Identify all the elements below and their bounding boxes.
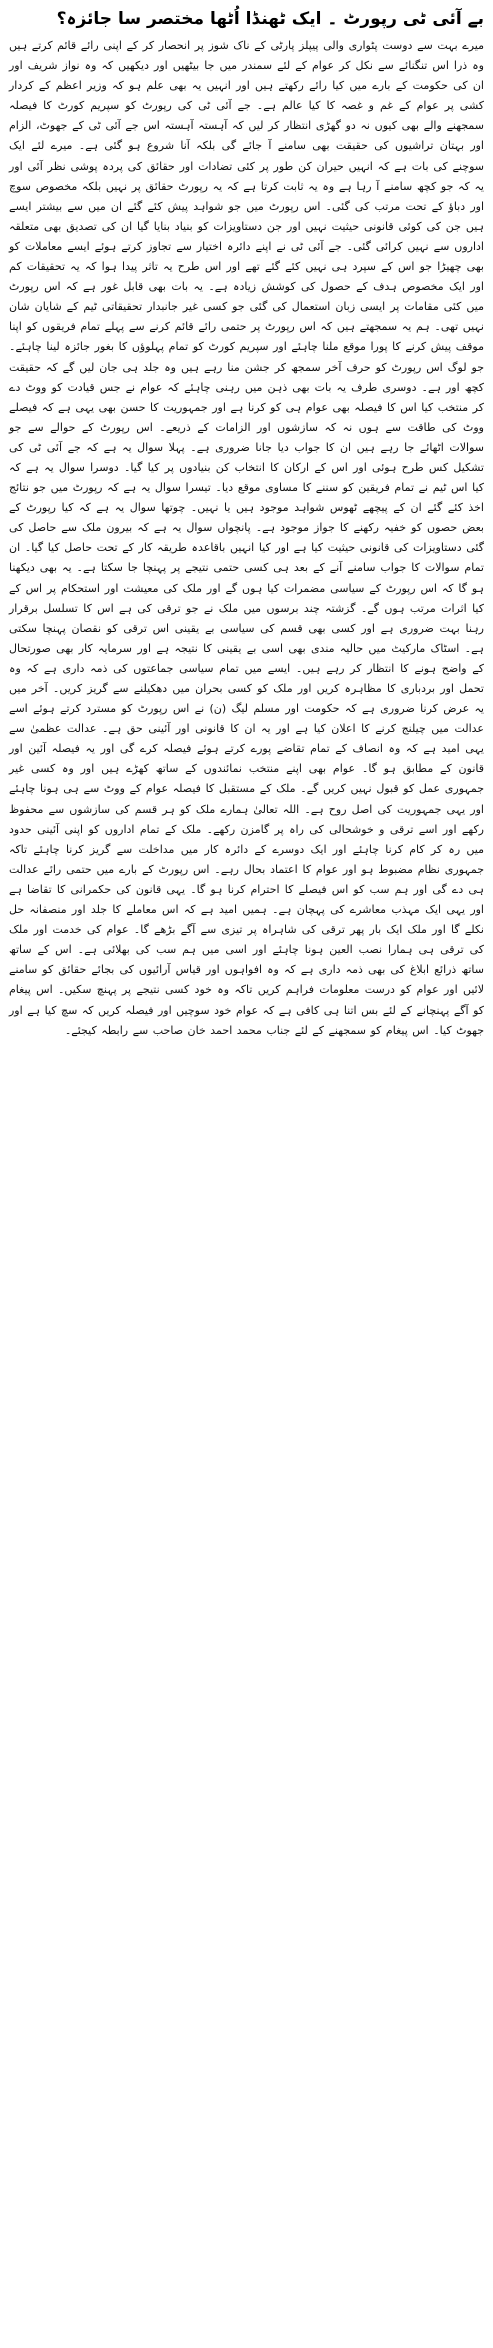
article-body: میرے بہت سے دوست پٹواری والی پیپلز پارٹی کے ناک شوز پر انحصار کر کے اپنی رائے قائم کرتے ہیں وہ ذرا اس تنگنائے سے نکل کر عوام کے لئے سمندر میں جا بیٹھیں اور دیکھیں کہ وہ نواز شریف اور ان کی حکومت کے بارے میں کیا رائے رکھتے ہیں اور انہیں یہ بھی علم ہو کہ وزیر اعظم کے کردار کشی پر عوام کے غم و غصہ کا کیا عالم ہے۔ جے آئی ٹی کی رپورٹ کو سپریم کورٹ کا فیصلہ سمجھنے والے بھی کیوں نہ دو گھڑی انتظار کر لیں کہ آہستہ آہستہ اس جے آئی ٹی کے جھوٹ، الزام اور بہتان تراشیوں کی حقیقت بھی سامنے آ جائے گی بلکہ آنا شروع ہو گئی ہے۔ میرے لئے ایک سوچنے کی بات ہے کہ انہیں حیران کن طور پر کئی تضادات اور حقائق کی پردہ پوشی نظر آئی اور یہ کہ جو کچھ سامنے آ رہا ہے وہ یہ ثابت کرتا ہے کہ یہ رپورٹ حقائق پر نہیں بلکہ مخصوص سوچ اور دباؤ کے تحت مرتب کی گئی۔ اس رپورٹ میں جو شواہد پیش کئے گئے ان میں سے بیشتر ایسے ہیں جن کی کوئی قانونی حیثیت نہیں اور جن دستاویزات کو بنیاد بنایا گیا ان کی تصدیق بھی متعلقہ اداروں سے نہیں کرائی گئی۔ جے آئی ٹی نے اپنے دائرہ اختیار سے تجاوز کرتے ہوئے ایسے معاملات کو بھی چھیڑا جو اس کے سپرد ہی نہیں کئے گئے تھے اور اس طرح یہ تاثر پیدا ہوا کہ یہ تحقیقات کم اور ایک مخصوص ہدف کے حصول کی کوشش زیادہ ہے۔ یہ بات بھی قابل غور ہے کہ اس رپورٹ میں کئی مقامات پر ایسی زبان استعمال کی گئی جو کسی غیر جانبدار تحقیقاتی ٹیم کے شایان شان نہیں تھی۔ ہم یہ سمجھتے ہیں کہ اس رپورٹ پر حتمی رائے قائم کرنے سے پہلے تمام فریقوں کو اپنا موقف پیش کرنے کا پورا موقع ملنا چاہئے اور سپریم کورٹ کو تمام پہلوؤں کا بغور جائزہ لینا چاہئے۔ جو لوگ اس رپورٹ کو حرف آخر سمجھ کر جشن منا رہے ہیں وہ جلد ہی جان لیں گے کہ حقیقت کچھ اور ہے۔ دوسری طرف یہ بات بھی ذہن میں رہنی چاہئے کہ عوام نے جس قیادت کو ووٹ دے کر منتخب کیا اس کا فیصلہ بھی عوام ہی کو کرنا ہے اور جمہوریت کا حسن بھی یہی ہے کہ فیصلے ووٹ کی طاقت سے ہوں نہ کہ سازشوں اور الزامات کے ذریعے۔ اس رپورٹ کے حوالے سے جو سوالات اٹھائے جا رہے ہیں ان کا جواب دیا جانا ضروری ہے۔ پہلا سوال یہ ہے کہ جے آئی ٹی کی تشکیل کس طرح ہوئی اور اس کے ارکان کا انتخاب کن بنیادوں پر کیا گیا۔ دوسرا سوال یہ ہے کہ کیا اس ٹیم نے تمام فریقین کو سننے کا مساوی موقع دیا۔ تیسرا سوال یہ ہے کہ رپورٹ میں جو نتائج اخذ کئے گئے ان کے پیچھے ٹھوس شواہد موجود ہیں یا نہیں۔ چوتھا سوال یہ ہے کہ کیا رپورٹ کے بعض حصوں کو خفیہ رکھنے کا جواز موجود ہے۔ پانچواں سوال یہ ہے کہ بیرون ملک سے حاصل کی گئی دستاویزات کی قانونی حیثیت کیا ہے اور کیا انہیں باقاعدہ طریقہ کار کے تحت حاصل کیا گیا۔ ان تمام سوالات کا جواب سامنے آنے کے بعد ہی کسی حتمی نتیجے پر پہنچا جا سکتا ہے۔ یہ بھی دیکھنا ہو گا کہ اس رپورٹ کے سیاسی مضمرات کیا ہوں گے اور ملک کی معیشت اور استحکام پر اس کے کیا اثرات مرتب ہوں گے۔ گزشتہ چند برسوں میں ملک نے جو ترقی کی ہے اس کا تسلسل برقرار رہنا بہت ضروری ہے اور کسی بھی قسم کی سیاسی بے یقینی اس ترقی کو نقصان پہنچا سکتی ہے۔ اسٹاک مارکیٹ میں حالیہ مندی بھی اسی بے یقینی کا نتیجہ ہے اور سرمایہ کار بھی صورتحال کے واضح ہونے کا انتظار کر رہے ہیں۔ ایسے میں تمام سیاسی جماعتوں کی ذمہ داری ہے کہ وہ تحمل اور بردباری کا مظاہرہ کریں اور ملک کو کسی بحران میں دھکیلنے سے گریز کریں۔ آخر میں یہ عرض کرنا ضروری ہے کہ حکومت اور مسلم لیگ (ن) نے اس رپورٹ کو مسترد کرتے ہوئے اسے عدالت میں چیلنج کرنے کا اعلان کیا ہے اور یہ ان کا قانونی اور آئینی حق ہے۔ عدالت عظمیٰ سے یہی امید ہے کہ وہ انصاف کے تمام تقاضے پورے کرتے ہوئے فیصلہ کرے گی اور یہ فیصلہ آئین اور قانون کے مطابق ہو گا۔ عوام بھی اپنے منتخب نمائندوں کے ساتھ کھڑے ہیں اور وہ کسی غیر جمہوری عمل کو قبول نہیں کریں گے۔ ملک کے مستقبل کا فیصلہ عوام کے ووٹ سے ہی ہونا چاہئے اور یہی جمہوریت کی اصل روح ہے۔ اللہ تعالیٰ ہمارے ملک کو ہر قسم کی سازشوں سے محفوظ رکھے اور اسے ترقی و خوشحالی کی راہ پر گامزن رکھے۔ ملک کے تمام اداروں کو اپنی آئینی حدود میں رہ کر کام کرنا چاہئے اور ایک دوسرے کے دائرہ کار میں مداخلت سے گریز کرنا چاہئے تاکہ جمہوری نظام مضبوط ہو اور عوام کا اعتماد بحال رہے۔ اس رپورٹ کے بارے میں حتمی رائے عدالت ہی دے گی اور ہم سب کو اس فیصلے کا احترام کرنا ہو گا۔ یہی قانون کی حکمرانی کا تقاضا ہے اور یہی ایک مہذب معاشرے کی پہچان ہے۔ ہمیں امید ہے کہ اس معاملے کا جلد اور منصفانہ حل نکلے گا اور ملک ایک بار پھر ترقی کی شاہراہ پر تیزی سے آگے بڑھے گا۔ عوام کی خدمت اور ملک کی ترقی ہی ہمارا نصب العین ہونا چاہئے اور اسی میں ہم سب کی بھلائی ہے۔ اس کے ساتھ ساتھ ذرائع ابلاغ کی بھی ذمہ داری ہے کہ وہ افواہوں اور قیاس آرائیوں کی بجائے حقائق کو سامنے لائیں اور عوام کو درست معلومات فراہم کریں تاکہ وہ خود کسی نتیجے پر پہنچ سکیں۔ اس پیغام کو آگے پہنچانے کے لئے بس اتنا ہی کافی ہے کہ عوام خود سوچیں اور فیصلہ کریں کہ سچ کیا ہے اور جھوٹ کیا۔ اس پیغام کو سمجھنے کے لئے جناب محمد احمد خان صاحب سے رابطہ کیجئے۔ bbox=[9, 39, 484, 1037]
article-headline: بے آئی ٹی رپورٹ ۔ ایک ٹھنڈا اُٹھا مختصر سا جائزہ؟ bbox=[56, 9, 484, 29]
